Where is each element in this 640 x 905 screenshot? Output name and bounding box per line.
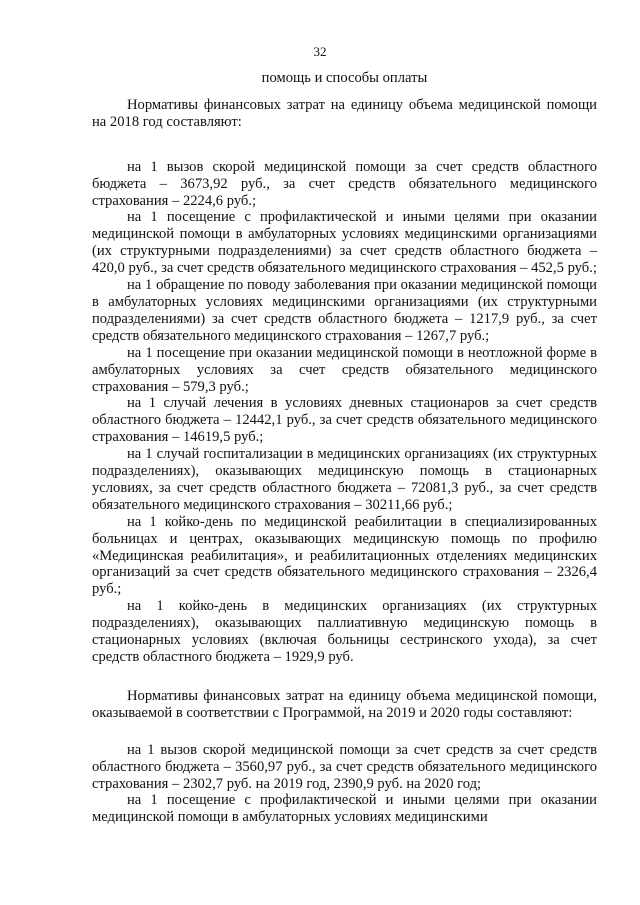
norm-item-2018-day-hospital: на 1 случай лечения в условиях дневных стационаров за счет средств областного бюджета – 12442,1 руб., за счет средств обязательного медицинского страхования – 14619,5 руб.; <box>92 395 597 446</box>
intro-2018: Нормативы финансовых затрат на единицу объема медицинской помощи на 2018 год составляют: <box>92 96 597 130</box>
norm-item-2018-disease-appeal: на 1 обращение по поводу заболевания при оказании медицинской помощи в амбулаторных условиях медицинскими организациями (их структурными подразделениями) за счет средств областного бюджета – 1217,9 руб., за счет средств обязательного медицинского страхования – 1267,7 руб.; <box>92 277 597 344</box>
norm-item-2018-rehabilitation: на 1 койко-день по медицинской реабилитации в специализированных больницах и центрах, оказывающих медицинскую помощь по профилю «Медицинская реабилитация», и реабилитационных отделениях медицинских организаций за счет средств обязательного медицинского страхования – 2326,4 руб.; <box>92 513 597 598</box>
spacer <box>92 666 597 688</box>
norm-item-2018-palliative: на 1 койко-день в медицинских организациях (их структурных подразделениях), оказывающих паллиативную медицинскую помощь в стационарных условиях (включая больницы сестринского ухода), за счет средств областного бюджета – 1929,9 руб. <box>92 598 597 665</box>
norm-item-2018-ambulance: на 1 вызов скорой медицинской помощи за счет средств областного бюджета – 3673,92 руб., за счет средств обязательного медицинского страхования – 2224,6 руб.; <box>92 158 597 209</box>
norm-item-2018-hospitalization: на 1 случай госпитализации в медицинских организациях (их структурных подразделениях), оказывающих медицинскую помощь в стационарных условиях, за счет средств областного бюджета – 72081,3 руб., за счет средств обязательного медицинского страхования – 30211,66 руб.; <box>92 446 597 513</box>
page-number: 32 <box>313 44 327 59</box>
spacer <box>92 131 597 159</box>
intro-2019-2020: Нормативы финансовых затрат на единицу объема медицинской помощи, оказываемой в соответствии с Программой, на 2019 и 2020 годы составляют: <box>92 687 597 721</box>
norm-item-2019-prophylactic-visit: на 1 посещение с профилактической и иными целями при оказании медицинской помощи в амбулаторных условиях медицинскими <box>92 792 597 826</box>
norm-item-2019-ambulance: на 1 вызов скорой медицинской помощи за счет средств за счет средств областного бюджета – 3560,97 руб., за счет средств обязательного медицинского страхования – 2302,7 руб. на 2019 год, 2390,9 руб. на 2020 год; <box>92 741 597 792</box>
norm-item-2018-urgent-visit: на 1 посещение при оказании медицинской помощи в неотложной форме в амбулаторных условиях за счет средств обязательного медицинского страхования – 579,3 руб.; <box>92 344 597 395</box>
norm-item-2018-prophylactic-visit: на 1 посещение с профилактической и иными целями при оказании медицинской помощи в амбулаторных условиях медицинскими организациями (их структурными подразделениями) за счет средств областного бюджета – 420,0 руб., за счет средств обязательного медицинского страхования – 452,5 руб.; <box>92 209 597 277</box>
document-body <box>92 70 597 826</box>
spacer <box>92 722 597 742</box>
section-heading: помощь и способы оплаты <box>261 70 428 86</box>
